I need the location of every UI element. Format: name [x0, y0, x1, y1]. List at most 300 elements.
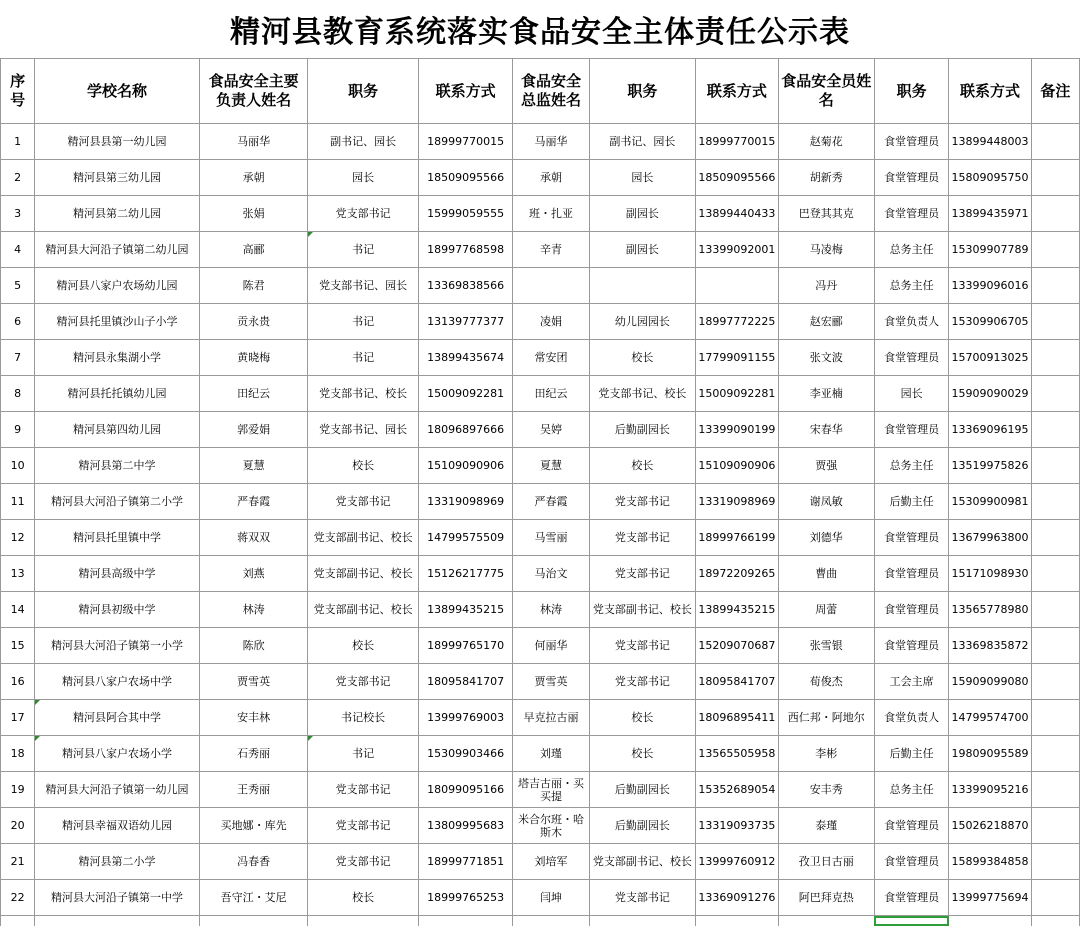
- cell-school-name[interactable]: 精河县县第一幼儿园: [35, 124, 200, 160]
- cell-director-name[interactable]: 何丽华: [513, 628, 589, 664]
- cell-school-name[interactable]: 精河县永集湖小学: [35, 340, 200, 376]
- cell-principal-title[interactable]: 党支部书记、园长: [308, 268, 419, 304]
- cell-officer-title[interactable]: 食堂管理员: [874, 556, 948, 592]
- cell-officer-name[interactable]: 宋春华: [778, 412, 874, 448]
- cell-director-name[interactable]: [513, 268, 589, 304]
- cell-director-title[interactable]: 党支部书记: [589, 484, 695, 520]
- cell-principal-phone[interactable]: 18999770015: [418, 124, 512, 160]
- cell-index[interactable]: 16: [1, 664, 35, 700]
- cell-director-name[interactable]: 早克拉古丽: [513, 700, 589, 736]
- cell-director-phone[interactable]: [696, 268, 778, 304]
- cell-remark[interactable]: [1031, 484, 1079, 520]
- cell-index[interactable]: 21: [1, 844, 35, 880]
- cell-director-title[interactable]: 党支部副书记、校长: [589, 844, 695, 880]
- cell-remark[interactable]: [1031, 124, 1079, 160]
- cell-principal-title[interactable]: 党支部书记: [308, 772, 419, 808]
- cell-officer-title[interactable]: 食堂管理员: [874, 844, 948, 880]
- cell-school-name[interactable]: 精河县阿合其中学: [35, 700, 200, 736]
- cell-remark[interactable]: [1031, 664, 1079, 700]
- cell-officer-phone[interactable]: 15909099080: [949, 664, 1031, 700]
- cell-director-title[interactable]: 党支部副书记、校长: [589, 592, 695, 628]
- header-cell[interactable]: 食品安全主要负责人姓名: [199, 59, 308, 124]
- cell-director-phone[interactable]: 18096895411: [696, 700, 778, 736]
- cell-index[interactable]: 22: [1, 880, 35, 916]
- cell-director-phone[interactable]: 13399090199: [696, 412, 778, 448]
- cell-index[interactable]: 9: [1, 412, 35, 448]
- table-row: [1, 268, 1080, 304]
- cell-index[interactable]: 20: [1, 808, 35, 844]
- cell-principal-phone[interactable]: 14799575509: [418, 520, 512, 556]
- table-body: [1, 124, 1080, 926]
- cell-director-phone[interactable]: 15009092281: [696, 376, 778, 412]
- cell-officer-name[interactable]: 巴登其其克: [778, 196, 874, 232]
- cell-school-name[interactable]: 精河县大河沿子镇第一中学: [35, 880, 200, 916]
- table-row: [1, 160, 1080, 196]
- cell-officer-phone[interactable]: 15899384858: [949, 844, 1031, 880]
- cell-director-phone[interactable]: 18999770015: [696, 124, 778, 160]
- cell-officer-title[interactable]: 食堂管理员: [874, 412, 948, 448]
- cell-principal-phone[interactable]: 13139777377: [418, 304, 512, 340]
- cell-director-title[interactable]: 副书记、园长: [589, 124, 695, 160]
- cell-officer-name[interactable]: 刘德华: [778, 520, 874, 556]
- cell-principal-title[interactable]: 党支部书记: [308, 196, 419, 232]
- cell-officer-title[interactable]: 食堂管理员: [874, 880, 948, 916]
- cell-officer-phone[interactable]: 13369096195: [949, 412, 1031, 448]
- cell-director-name[interactable]: 辛青: [513, 232, 589, 268]
- cell-principal-name[interactable]: 石秀丽: [199, 736, 308, 772]
- cell-officer-phone[interactable]: 15700913025: [949, 340, 1031, 376]
- cell-director-name[interactable]: 闫坤: [513, 880, 589, 916]
- cell-director-name[interactable]: 马雪丽: [513, 520, 589, 556]
- cell-principal-phone[interactable]: 15126217775: [418, 556, 512, 592]
- cell-director-title[interactable]: 党支部书记: [589, 556, 695, 592]
- cell-officer-name[interactable]: 贾强: [778, 448, 874, 484]
- empty-cell[interactable]: [513, 916, 589, 926]
- cell-index[interactable]: 7: [1, 340, 35, 376]
- cell-remark[interactable]: [1031, 232, 1079, 268]
- cell-school-name[interactable]: 精河县托里镇中学: [35, 520, 200, 556]
- cell-principal-title[interactable]: 书记: [308, 304, 419, 340]
- cell-remark[interactable]: [1031, 340, 1079, 376]
- cell-principal-title[interactable]: 党支部副书记、校长: [308, 520, 419, 556]
- cell-director-phone[interactable]: 15109090906: [696, 448, 778, 484]
- cell-director-phone[interactable]: 13899440433: [696, 196, 778, 232]
- header-cell[interactable]: 联系方式: [418, 59, 512, 124]
- cell-principal-title[interactable]: 校长: [308, 448, 419, 484]
- header-cell[interactable]: 职务: [589, 59, 695, 124]
- cell-principal-phone[interactable]: 13319098969: [418, 484, 512, 520]
- cell-remark[interactable]: [1031, 304, 1079, 340]
- cell-officer-name[interactable]: 赵宏郦: [778, 304, 874, 340]
- table-row: [1, 772, 1080, 808]
- cell-school-name[interactable]: 精河县第二中学: [35, 448, 200, 484]
- cell-director-phone[interactable]: 17799091155: [696, 340, 778, 376]
- cell-principal-name[interactable]: 严春霞: [199, 484, 308, 520]
- cell-principal-title[interactable]: 校长: [308, 880, 419, 916]
- cell-director-name[interactable]: 严春霞: [513, 484, 589, 520]
- cell-director-title[interactable]: 幼儿园园长: [589, 304, 695, 340]
- cell-index[interactable]: 13: [1, 556, 35, 592]
- cell-officer-name[interactable]: 冯丹: [778, 268, 874, 304]
- cell-principal-phone[interactable]: 18999765253: [418, 880, 512, 916]
- cell-director-title[interactable]: 后勤副园长: [589, 772, 695, 808]
- header-cell[interactable]: 联系方式: [949, 59, 1031, 124]
- cell-principal-name[interactable]: 张娟: [199, 196, 308, 232]
- cell-school-name[interactable]: 精河县大河沿子镇第二幼儿园: [35, 232, 200, 268]
- empty-cell[interactable]: [1, 916, 35, 926]
- header-cell[interactable]: 食品安全总监姓名: [513, 59, 589, 124]
- cell-director-phone[interactable]: 13319093735: [696, 808, 778, 844]
- cell-remark[interactable]: [1031, 160, 1079, 196]
- cell-officer-name[interactable]: 曹曲: [778, 556, 874, 592]
- cell-officer-title[interactable]: 食堂管理员: [874, 124, 948, 160]
- cell-principal-name[interactable]: 陈欣: [199, 628, 308, 664]
- cell-officer-name[interactable]: 周蕾: [778, 592, 874, 628]
- cell-director-title[interactable]: 校长: [589, 700, 695, 736]
- cell-principal-phone[interactable]: 18096897666: [418, 412, 512, 448]
- cell-officer-title[interactable]: 后勤主任: [874, 736, 948, 772]
- cell-principal-title[interactable]: 书记: [308, 340, 419, 376]
- cell-director-title[interactable]: 校长: [589, 736, 695, 772]
- cell-principal-title[interactable]: 园长: [308, 160, 419, 196]
- cell-officer-name[interactable]: 马凌梅: [778, 232, 874, 268]
- cell-index[interactable]: 5: [1, 268, 35, 304]
- cell-principal-phone[interactable]: 18999771851: [418, 844, 512, 880]
- cell-director-name[interactable]: 吴婷: [513, 412, 589, 448]
- cell-director-name[interactable]: 贾雪英: [513, 664, 589, 700]
- table-row: [1, 196, 1080, 232]
- cell-index[interactable]: 8: [1, 376, 35, 412]
- cell-principal-name[interactable]: 田纪云: [199, 376, 308, 412]
- cell-officer-title[interactable]: 食堂管理员: [874, 160, 948, 196]
- header-cell[interactable]: 备注: [1031, 59, 1079, 124]
- cell-principal-title[interactable]: 副书记、园长: [308, 124, 419, 160]
- empty-cell[interactable]: [589, 916, 695, 926]
- cell-principal-title[interactable]: 党支部书记: [308, 808, 419, 844]
- cell-director-phone[interactable]: 18999766199: [696, 520, 778, 556]
- header-cell[interactable]: 职务: [308, 59, 419, 124]
- cell-index[interactable]: 3: [1, 196, 35, 232]
- cell-principal-name[interactable]: 黄晓梅: [199, 340, 308, 376]
- cell-officer-phone[interactable]: 15909090029: [949, 376, 1031, 412]
- cell-director-phone[interactable]: 13319098969: [696, 484, 778, 520]
- cell-officer-phone[interactable]: 13565778980: [949, 592, 1031, 628]
- cell-officer-title[interactable]: 食堂管理员: [874, 196, 948, 232]
- cell-school-name[interactable]: 精河县托托镇幼儿园: [35, 376, 200, 412]
- cell-officer-title[interactable]: 工会主席: [874, 664, 948, 700]
- cell-principal-name[interactable]: 林涛: [199, 592, 308, 628]
- empty-cell[interactable]: [874, 916, 948, 926]
- cell-principal-title[interactable]: 书记: [308, 736, 419, 772]
- cell-principal-phone[interactable]: 13899435215: [418, 592, 512, 628]
- cell-officer-title[interactable]: 食堂管理员: [874, 592, 948, 628]
- cell-officer-phone[interactable]: 13679963800: [949, 520, 1031, 556]
- cell-officer-phone[interactable]: 13899448003: [949, 124, 1031, 160]
- cell-school-name[interactable]: 精河县大河沿子镇第二小学: [35, 484, 200, 520]
- cell-officer-name[interactable]: 胡新秀: [778, 160, 874, 196]
- table-row: [1, 592, 1080, 628]
- cell-director-title[interactable]: 副园长: [589, 232, 695, 268]
- cell-officer-phone[interactable]: 19809095589: [949, 736, 1031, 772]
- cell-officer-phone[interactable]: 15026218870: [949, 808, 1031, 844]
- cell-school-name[interactable]: 精河县初级中学: [35, 592, 200, 628]
- cell-officer-title[interactable]: 后勤主任: [874, 484, 948, 520]
- cell-officer-phone[interactable]: 13899435971: [949, 196, 1031, 232]
- cell-director-name[interactable]: 米合尔班・哈斯木: [513, 808, 589, 844]
- cell-remark[interactable]: [1031, 520, 1079, 556]
- cell-officer-name[interactable]: 泰瑾: [778, 808, 874, 844]
- cell-school-name[interactable]: 精河县八家户农场幼儿园: [35, 268, 200, 304]
- cell-remark[interactable]: [1031, 268, 1079, 304]
- cell-director-phone[interactable]: 15352689054: [696, 772, 778, 808]
- cell-principal-name[interactable]: 郭爱娟: [199, 412, 308, 448]
- cell-director-phone[interactable]: 13899435215: [696, 592, 778, 628]
- cell-principal-phone[interactable]: 18997768598: [418, 232, 512, 268]
- header-cell[interactable]: 序号: [1, 59, 35, 124]
- cell-principal-name[interactable]: 安丰林: [199, 700, 308, 736]
- cell-officer-phone[interactable]: 15309907789: [949, 232, 1031, 268]
- cell-principal-title[interactable]: 书记校长: [308, 700, 419, 736]
- cell-officer-title[interactable]: 食堂管理员: [874, 340, 948, 376]
- cell-officer-phone[interactable]: 15809095750: [949, 160, 1031, 196]
- cell-principal-phone[interactable]: 13899435674: [418, 340, 512, 376]
- cell-director-name[interactable]: 田纪云: [513, 376, 589, 412]
- table-row: [1, 520, 1080, 556]
- cell-officer-name[interactable]: 安丰秀: [778, 772, 874, 808]
- cell-principal-phone[interactable]: 13999769003: [418, 700, 512, 736]
- cell-principal-name[interactable]: 王秀丽: [199, 772, 308, 808]
- table-row: [1, 484, 1080, 520]
- cell-school-name[interactable]: 精河县托里镇沙山子小学: [35, 304, 200, 340]
- cell-principal-name[interactable]: 承朝: [199, 160, 308, 196]
- cell-index[interactable]: 19: [1, 772, 35, 808]
- cell-director-phone[interactable]: 18997772225: [696, 304, 778, 340]
- cell-principal-title[interactable]: 党支部书记: [308, 844, 419, 880]
- cell-principal-phone[interactable]: 13369838566: [418, 268, 512, 304]
- cell-officer-phone[interactable]: 15309900981: [949, 484, 1031, 520]
- cell-remark[interactable]: [1031, 808, 1079, 844]
- cell-school-name[interactable]: 精河县第二小学: [35, 844, 200, 880]
- cell-director-title[interactable]: 副园长: [589, 196, 695, 232]
- cell-principal-name[interactable]: 夏慧: [199, 448, 308, 484]
- cell-remark[interactable]: [1031, 628, 1079, 664]
- cell-officer-name[interactable]: 李亚楠: [778, 376, 874, 412]
- cell-index[interactable]: 18: [1, 736, 35, 772]
- cell-school-name[interactable]: 精河县第二幼儿园: [35, 196, 200, 232]
- cell-index[interactable]: 10: [1, 448, 35, 484]
- cell-director-name[interactable]: 承朝: [513, 160, 589, 196]
- cell-remark[interactable]: [1031, 880, 1079, 916]
- cell-director-name[interactable]: 班・扎亚: [513, 196, 589, 232]
- cell-officer-phone[interactable]: 14799574700: [949, 700, 1031, 736]
- cell-officer-phone[interactable]: 15171098930: [949, 556, 1031, 592]
- cell-principal-phone[interactable]: 15999059555: [418, 196, 512, 232]
- cell-index[interactable]: 2: [1, 160, 35, 196]
- cell-director-title[interactable]: 后勤副园长: [589, 412, 695, 448]
- cell-officer-title[interactable]: 总务主任: [874, 448, 948, 484]
- cell-principal-name[interactable]: 贡永贵: [199, 304, 308, 340]
- table-row: [1, 376, 1080, 412]
- cell-index[interactable]: 1: [1, 124, 35, 160]
- cell-principal-title[interactable]: 党支部书记: [308, 484, 419, 520]
- cell-officer-title[interactable]: 总务主任: [874, 268, 948, 304]
- cell-remark[interactable]: [1031, 700, 1079, 736]
- cell-director-phone[interactable]: 13369091276: [696, 880, 778, 916]
- cell-principal-name[interactable]: 高郦: [199, 232, 308, 268]
- empty-cell[interactable]: [949, 916, 1031, 926]
- cell-officer-title[interactable]: 食堂负责人: [874, 304, 948, 340]
- cell-principal-title[interactable]: 党支部书记: [308, 664, 419, 700]
- cell-school-name[interactable]: 精河县高级中学: [35, 556, 200, 592]
- cell-director-name[interactable]: 刘瑾: [513, 736, 589, 772]
- table-row: [1, 124, 1080, 160]
- cell-director-title[interactable]: 党支部书记: [589, 520, 695, 556]
- cell-principal-phone[interactable]: 18095841707: [418, 664, 512, 700]
- cell-school-name[interactable]: 精河县大河沿子镇第一幼儿园: [35, 772, 200, 808]
- cell-director-name[interactable]: 夏慧: [513, 448, 589, 484]
- cell-director-phone[interactable]: 13565505958: [696, 736, 778, 772]
- cell-principal-name[interactable]: 蒋双双: [199, 520, 308, 556]
- header-cell[interactable]: 职务: [874, 59, 948, 124]
- cell-remark[interactable]: [1031, 592, 1079, 628]
- cell-principal-name[interactable]: 马丽华: [199, 124, 308, 160]
- cell-officer-name[interactable]: 李彬: [778, 736, 874, 772]
- cell-principal-phone[interactable]: 18099095166: [418, 772, 512, 808]
- cell-director-phone[interactable]: 13399092001: [696, 232, 778, 268]
- cell-director-name[interactable]: 塔吉古丽・买买提: [513, 772, 589, 808]
- cell-principal-title[interactable]: 党支部副书记、校长: [308, 556, 419, 592]
- cell-principal-title[interactable]: 党支部书记、校长: [308, 376, 419, 412]
- cell-principal-name[interactable]: 买地娜・库先: [199, 808, 308, 844]
- cell-remark[interactable]: [1031, 556, 1079, 592]
- cell-director-title[interactable]: 后勤副园长: [589, 808, 695, 844]
- cell-officer-name[interactable]: 阿巴拜克热: [778, 880, 874, 916]
- cell-director-name[interactable]: 林涛: [513, 592, 589, 628]
- cell-director-title[interactable]: 党支部书记: [589, 880, 695, 916]
- cell-officer-phone[interactable]: 13519975826: [949, 448, 1031, 484]
- cell-index[interactable]: 6: [1, 304, 35, 340]
- cell-school-name[interactable]: 精河县大河沿子镇第一小学: [35, 628, 200, 664]
- cell-principal-name[interactable]: 贾雪英: [199, 664, 308, 700]
- cell-officer-title[interactable]: 园长: [874, 376, 948, 412]
- empty-cell[interactable]: [696, 916, 778, 926]
- cell-index[interactable]: 11: [1, 484, 35, 520]
- cell-director-title[interactable]: 党支部书记: [589, 664, 695, 700]
- cell-officer-title[interactable]: 食堂管理员: [874, 628, 948, 664]
- cell-remark[interactable]: [1031, 772, 1079, 808]
- cell-director-phone[interactable]: 18509095566: [696, 160, 778, 196]
- cell-school-name[interactable]: 精河县第三幼儿园: [35, 160, 200, 196]
- cell-officer-title[interactable]: 食堂管理员: [874, 520, 948, 556]
- cell-remark[interactable]: [1031, 844, 1079, 880]
- cell-principal-phone[interactable]: 13809995683: [418, 808, 512, 844]
- cell-director-title[interactable]: 党支部书记、校长: [589, 376, 695, 412]
- cell-principal-phone[interactable]: 15309903466: [418, 736, 512, 772]
- empty-cell[interactable]: [778, 916, 874, 926]
- cell-director-phone[interactable]: 13999760912: [696, 844, 778, 880]
- cell-principal-phone[interactable]: 15009092281: [418, 376, 512, 412]
- cell-director-phone[interactable]: 18972209265: [696, 556, 778, 592]
- cell-remark[interactable]: [1031, 376, 1079, 412]
- cell-index[interactable]: 12: [1, 520, 35, 556]
- cell-remark[interactable]: [1031, 448, 1079, 484]
- cell-director-name[interactable]: 凌娟: [513, 304, 589, 340]
- cell-remark[interactable]: [1031, 736, 1079, 772]
- cell-director-title[interactable]: 校长: [589, 340, 695, 376]
- cell-principal-name[interactable]: 刘燕: [199, 556, 308, 592]
- cell-principal-title[interactable]: 党支部副书记、校长: [308, 592, 419, 628]
- cell-index[interactable]: 15: [1, 628, 35, 664]
- header-cell[interactable]: 学校名称: [35, 59, 200, 124]
- cell-director-name[interactable]: 马丽华: [513, 124, 589, 160]
- cell-officer-name[interactable]: 西仁邦・阿地尔: [778, 700, 874, 736]
- cell-officer-name[interactable]: 孜卫日古丽: [778, 844, 874, 880]
- cell-principal-phone[interactable]: 18509095566: [418, 160, 512, 196]
- cell-director-title[interactable]: 党支部书记: [589, 628, 695, 664]
- cell-remark[interactable]: [1031, 412, 1079, 448]
- cell-officer-phone[interactable]: 13399096016: [949, 268, 1031, 304]
- empty-cell[interactable]: [418, 916, 512, 926]
- cell-director-title[interactable]: [589, 268, 695, 304]
- cell-school-name[interactable]: 精河县第四幼儿园: [35, 412, 200, 448]
- cell-principal-title[interactable]: 党支部书记、园长: [308, 412, 419, 448]
- table-row: [1, 412, 1080, 448]
- cell-director-title[interactable]: 园长: [589, 160, 695, 196]
- cell-director-phone[interactable]: 18095841707: [696, 664, 778, 700]
- cell-index[interactable]: 4: [1, 232, 35, 268]
- cell-officer-title[interactable]: 食堂管理员: [874, 808, 948, 844]
- cell-officer-phone[interactable]: 13999775694: [949, 880, 1031, 916]
- cell-director-name[interactable]: 常安团: [513, 340, 589, 376]
- cell-officer-phone[interactable]: 13399095216: [949, 772, 1031, 808]
- cell-officer-name[interactable]: 赵菊花: [778, 124, 874, 160]
- cell-director-title[interactable]: 校长: [589, 448, 695, 484]
- cell-remark[interactable]: [1031, 196, 1079, 232]
- cell-officer-name[interactable]: 荀俊杰: [778, 664, 874, 700]
- cell-index[interactable]: 14: [1, 592, 35, 628]
- cell-school-name[interactable]: 精河县幸福双语幼儿园: [35, 808, 200, 844]
- header-cell[interactable]: 食品安全员姓名: [778, 59, 874, 124]
- empty-cell[interactable]: [308, 916, 419, 926]
- cell-officer-name[interactable]: 张文波: [778, 340, 874, 376]
- cell-director-phone[interactable]: 15209070687: [696, 628, 778, 664]
- cell-principal-title[interactable]: 校长: [308, 628, 419, 664]
- empty-cell[interactable]: [1031, 916, 1079, 926]
- cell-officer-title[interactable]: 总务主任: [874, 232, 948, 268]
- table-row: [1, 880, 1080, 916]
- cell-officer-title[interactable]: 总务主任: [874, 772, 948, 808]
- cell-officer-phone[interactable]: 15309906705: [949, 304, 1031, 340]
- empty-cell[interactable]: [35, 916, 200, 926]
- cell-director-name[interactable]: 马治文: [513, 556, 589, 592]
- cell-principal-title[interactable]: 书记: [308, 232, 419, 268]
- empty-cell[interactable]: [199, 916, 308, 926]
- header-cell[interactable]: 联系方式: [696, 59, 778, 124]
- cell-officer-name[interactable]: 谢凤敏: [778, 484, 874, 520]
- cell-principal-name[interactable]: 冯春香: [199, 844, 308, 880]
- cell-officer-phone[interactable]: 13369835872: [949, 628, 1031, 664]
- cell-principal-phone[interactable]: 15109090906: [418, 448, 512, 484]
- cell-principal-name[interactable]: 吾守江・艾尼: [199, 880, 308, 916]
- cell-officer-title[interactable]: 食堂负责人: [874, 700, 948, 736]
- cell-index[interactable]: 17: [1, 700, 35, 736]
- cell-school-name[interactable]: 精河县八家户农场小学: [35, 736, 200, 772]
- cell-principal-name[interactable]: 陈君: [199, 268, 308, 304]
- cell-director-name[interactable]: 刘培军: [513, 844, 589, 880]
- cell-officer-name[interactable]: 张雪银: [778, 628, 874, 664]
- cell-school-name[interactable]: 精河县八家户农场中学: [35, 664, 200, 700]
- cell-principal-phone[interactable]: 18999765170: [418, 628, 512, 664]
